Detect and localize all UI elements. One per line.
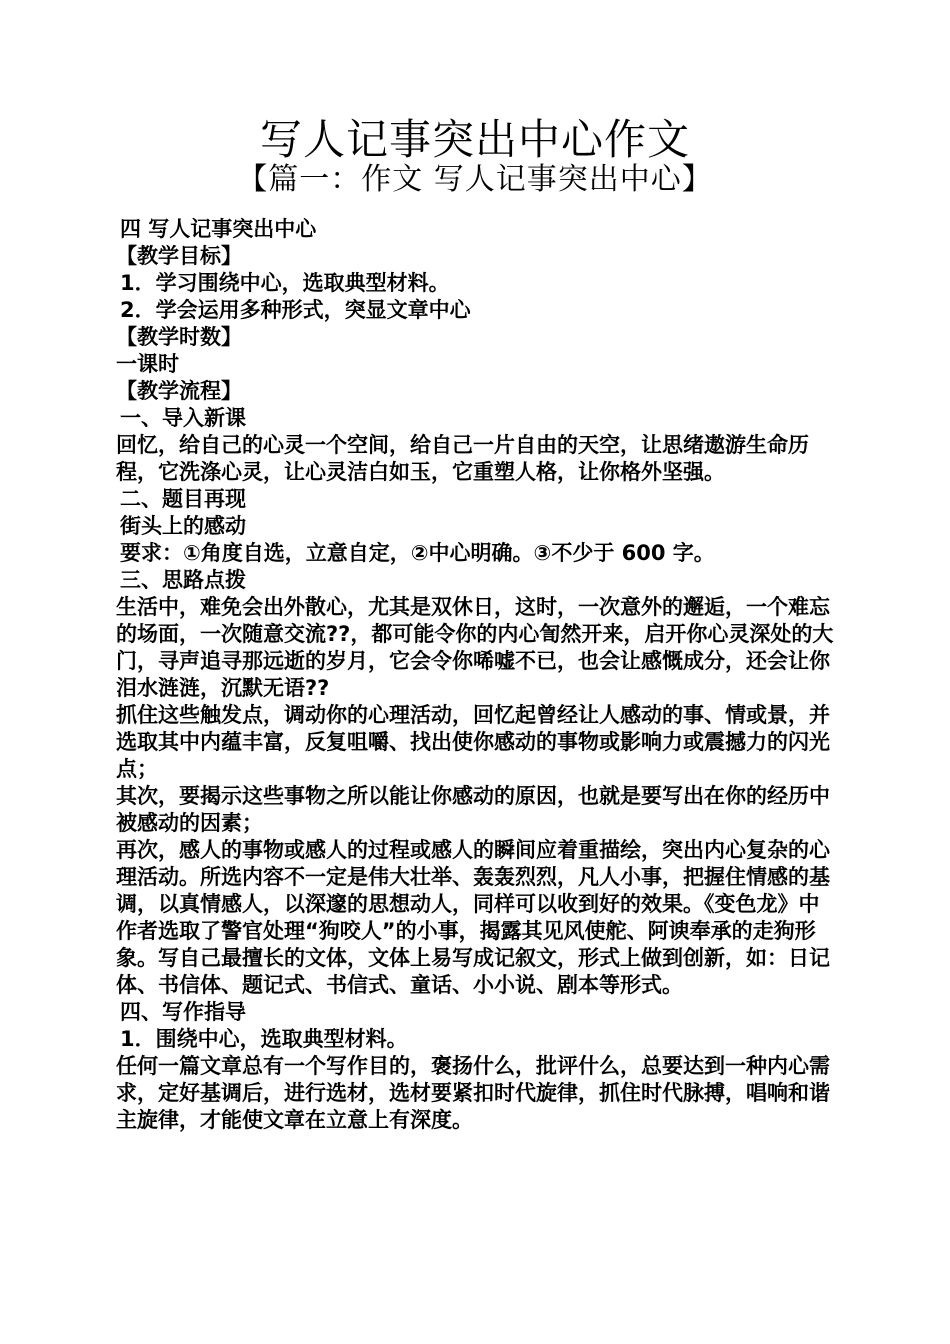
section-heading: 四 写人记事突出中心 — [120, 217, 317, 241]
section-label: 【教学时数】 — [116, 325, 242, 349]
paragraph: 任何一篇文章总有一个写作目的，褒扬什么，批评什么，总要达到一种内心需求，定好基调后，进行选材，选材要紧扣时代旋律，抓住时代脉搏，唱响和谐主旋律，才能使文章在立意上有深度。 — [116, 1054, 830, 1132]
document-title: 写人记事突出中心作文 — [259, 115, 690, 164]
list-item: 1．学习围绕中心，选取典型材料。 — [120, 271, 450, 295]
paragraph: 生活中，难免会出外散心，尤其是双休日，这时，一次意外的邂逅，一个难忘的场面，一次随意交流??，都可能令你的内心訇然开来，启开你心灵深处的大门，寻声追寻那远逝的岁月，它会令你唏嘘不已，也会让感慨成分，还会让你泪水涟涟，沉默无语?? — [116, 595, 834, 700]
section-heading: 四、写作指导 — [120, 1000, 246, 1024]
paragraph: 街头上的感动 — [120, 514, 246, 538]
paragraph: 再次，感人的事物或感人的过程或感人的瞬间应着重描绘，突出内心复杂的心理活动。所选内容不一定是伟大壮举、轰轰烈烈，凡人小事，把握住情感的基调，以真情感人，以深邃的思想动人，同样可以收到好的效果。《变色龙》中作者选取了警官处理“狗咬人”的小事，揭露其见风使舵、阿谀奉承的走狗形象。写自己最擅长的文体，文体上易写成记叙文，形式上做到创新，如：日记体、书信体、题记式、书信式、童话、小小说、剧本等形式。 — [116, 838, 830, 997]
paragraph: 其次，要揭示这些事物之所以能让你感动的原因，也就是要写出在你的经历中被感动的因素； — [116, 784, 830, 835]
list-item: 2．学会运用多种形式，突显文章中心 — [120, 298, 471, 322]
document-subtitle: 【篇一：作文 写人记事突出中心】 — [237, 162, 713, 197]
paragraph: 要求：①角度自选，立意自定，②中心明确。③不少于 600 字。 — [120, 541, 715, 565]
section-heading: 二、题目再现 — [120, 487, 246, 511]
document-body — [116, 216, 836, 1134]
section-heading: 三、思路点拨 — [120, 568, 246, 592]
paragraph: 回忆，给自己的心灵一个空间，给自己一片自由的天空，让思绪遨游生命历程，它洗涤心灵，让心灵洁白如玉，它重塑人格，让你格外坚强。 — [116, 433, 809, 484]
section-label: 【教学流程】 — [116, 379, 242, 403]
paragraph: 一课时 — [116, 352, 179, 376]
paragraph: 抓住这些触发点，调动你的心理活动，回忆起曾经让人感动的事、情或景，并选取其中内蕴丰富，反复咀嚼、找出使你感动的事物或影响力或震撼力的闪光点； — [116, 703, 830, 781]
section-heading: 一、导入新课 — [120, 406, 246, 430]
list-item: 1．围绕中心，选取典型材料。 — [120, 1027, 408, 1051]
section-label: 【教学目标】 — [116, 244, 242, 268]
